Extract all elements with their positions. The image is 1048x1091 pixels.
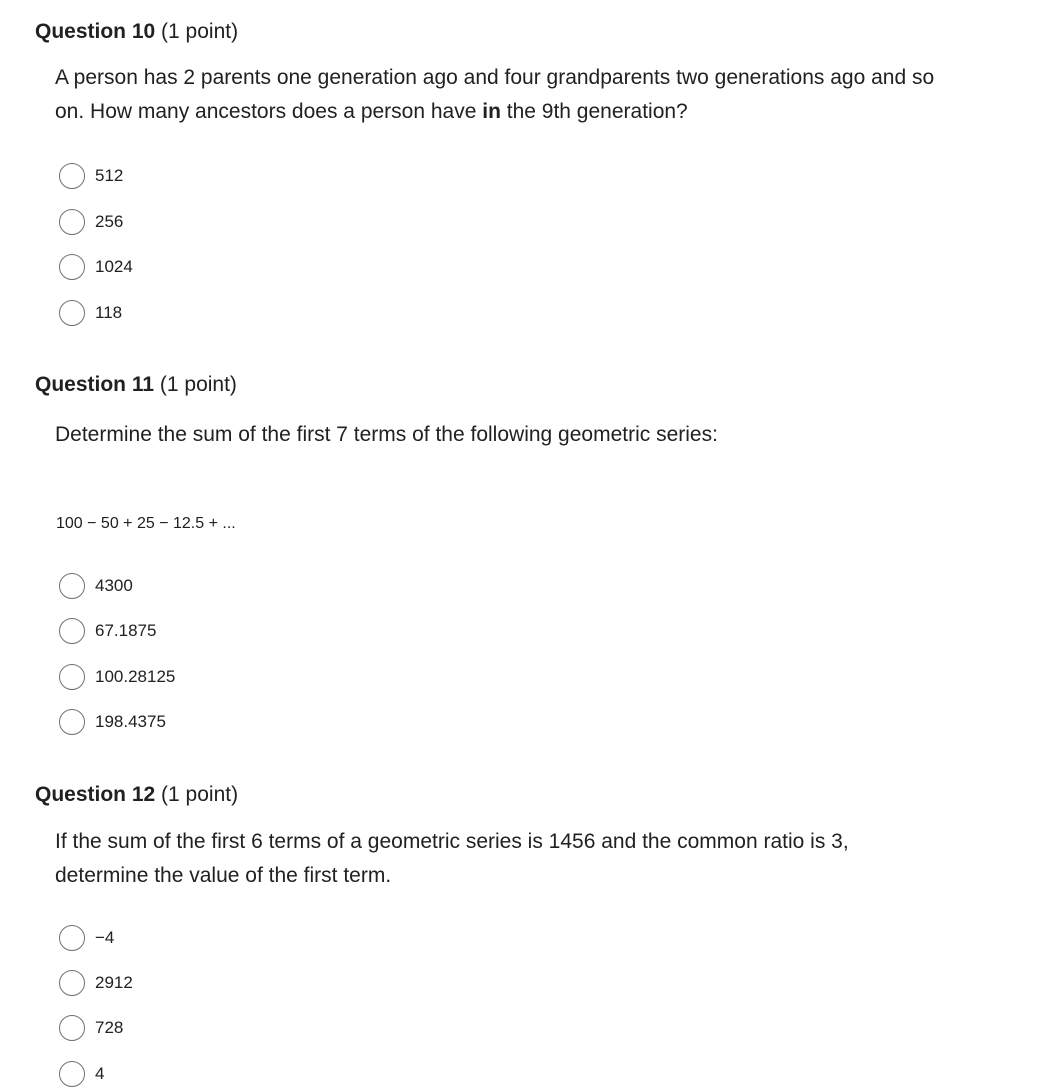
question-title: Question 12: [35, 783, 156, 806]
radio-button[interactable]: [59, 709, 85, 735]
question-text: Determine the sum of the first 7 terms of the following geometric series:: [55, 423, 718, 446]
question-title: Question 10: [35, 20, 156, 43]
question-heading: [35, 19, 238, 45]
answer-label: 2912: [95, 973, 133, 992]
answer-label: 512: [95, 166, 124, 185]
answer-option[interactable]: [59, 969, 133, 997]
radio-button[interactable]: [59, 970, 85, 996]
answer-option[interactable]: [59, 253, 133, 281]
answer-label: 67.1875: [95, 621, 157, 640]
question-points: (1 point): [161, 20, 239, 43]
answer-label: 256: [95, 212, 124, 231]
answer-label: 100.28125: [95, 667, 176, 686]
radio-button[interactable]: [59, 254, 85, 280]
question-points: (1 point): [161, 783, 239, 806]
radio-button[interactable]: [59, 925, 85, 951]
answer-option[interactable]: [59, 162, 123, 190]
answer-label: 4300: [95, 576, 133, 595]
answer-label: 198.4375: [95, 712, 166, 731]
answer-label: 118: [95, 303, 123, 322]
radio-button[interactable]: [59, 664, 85, 690]
answer-label: 728: [95, 1018, 124, 1037]
question-heading: [35, 782, 238, 808]
question-text-part: A person has 2 parents one generation ago and four grandparents two generations ago and so on. How many ancestors does a person have: [55, 66, 935, 123]
radio-button[interactable]: [59, 1015, 85, 1041]
question-title: Question 11: [35, 373, 155, 396]
question-text-bold: in: [482, 100, 501, 123]
question-points: (1 point): [159, 373, 237, 396]
answer-label: −4: [95, 928, 115, 947]
answer-option[interactable]: [59, 924, 114, 952]
radio-button[interactable]: [59, 573, 85, 599]
radio-button[interactable]: [59, 300, 85, 326]
question-text: [55, 61, 935, 129]
question-heading: [35, 372, 237, 398]
question-text: If the sum of the first 6 terms of a geometric series is 1456 and the common ratio is 3, determine the value of the first term.: [55, 830, 849, 887]
answer-label: 1024: [95, 257, 133, 276]
radio-button[interactable]: [59, 618, 85, 644]
answer-option[interactable]: [59, 708, 166, 736]
answer-option[interactable]: [59, 663, 175, 691]
answer-option[interactable]: [59, 1060, 104, 1088]
answer-option[interactable]: [59, 208, 123, 236]
question-text-part: the 9th generation?: [500, 100, 688, 123]
radio-button[interactable]: [59, 1061, 85, 1087]
answer-option[interactable]: [59, 617, 156, 645]
series-expression: 100 − 50 + 25 − 12.5 + ...: [56, 515, 236, 532]
radio-button[interactable]: [59, 209, 85, 235]
answer-option[interactable]: [59, 299, 122, 327]
answer-option[interactable]: [59, 1014, 123, 1042]
answer-option[interactable]: [59, 572, 133, 600]
radio-button[interactable]: [59, 163, 85, 189]
answer-label: 4: [95, 1064, 105, 1083]
